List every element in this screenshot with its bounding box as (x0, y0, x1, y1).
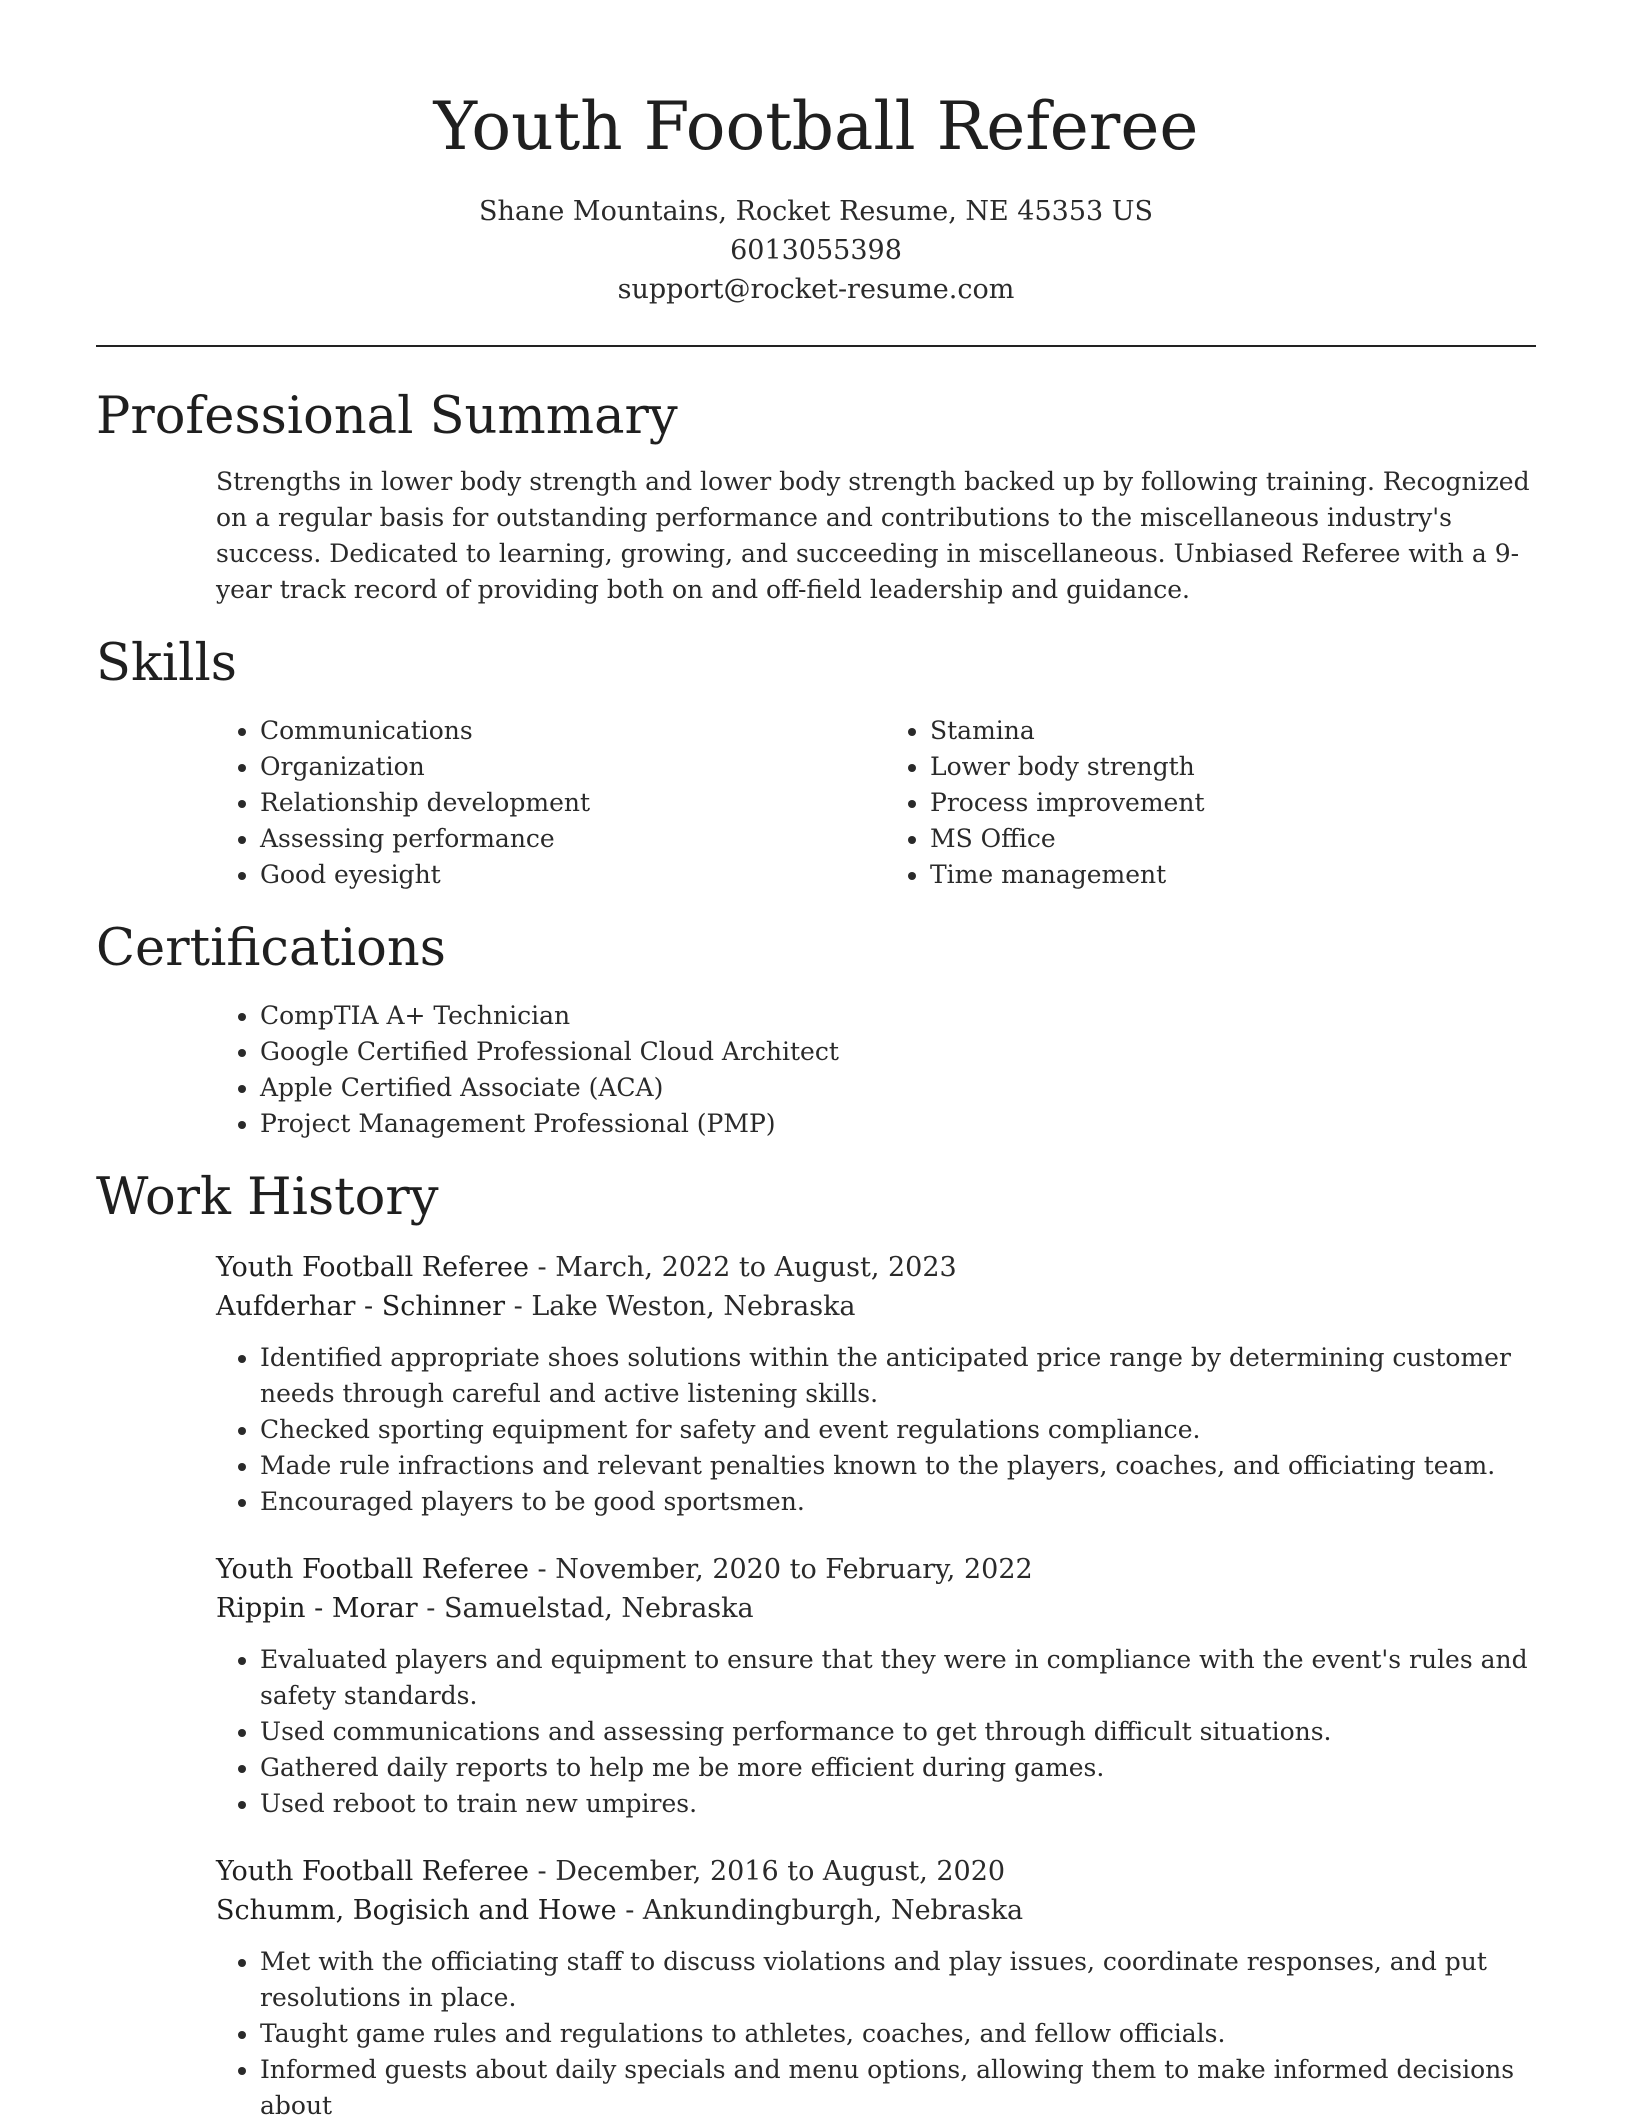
skills-heading: Skills (96, 634, 237, 693)
skills-column-1 (96, 713, 910, 893)
job-bullet: • Evaluated players and equipment to ensure that they were in compliance with the event's rules and safety standards. (260, 1642, 1536, 1714)
job-company: Schumm, Bogisich and Howe (216, 1895, 617, 1926)
header-divider (96, 345, 1536, 347)
certifications-heading: Certifications (96, 919, 446, 978)
job-company-line (216, 1589, 1536, 1628)
job-bullet: • Gathered daily reports to help me be more efficient during games. (260, 1750, 1536, 1786)
job-dates: - December, 2016 to August, 2020 (528, 1856, 1006, 1887)
skill-item: • Relationship development (260, 785, 910, 821)
job-company: Aufderhar - Schinner (216, 1291, 506, 1322)
job-entry (216, 1852, 1536, 2124)
certification-item: • Project Management Professional (PMP) (260, 1106, 1536, 1142)
skill-item: • Stamina (930, 713, 1430, 749)
job-location: - Ankundingburgh, Nebraska (616, 1895, 1024, 1926)
job-bullets (216, 1642, 1536, 1822)
job-title: Youth Football Referee (216, 1856, 529, 1887)
job-bullet: • Informed guests about daily specials and menu options, allowing them to make informed decisions about (260, 2052, 1536, 2124)
job-location: - Samuelstad, Nebraska (417, 1593, 754, 1624)
job-company-line (216, 1287, 1536, 1326)
work-history-section (96, 1166, 1536, 2124)
skill-item: • Communications (260, 713, 910, 749)
skill-item: • Time management (930, 857, 1430, 893)
resume-header (96, 0, 1536, 309)
job-bullet: • Taught game rules and regulations to athletes, coaches, and fellow officials. (260, 2016, 1536, 2052)
job-company-line (216, 1891, 1536, 1930)
job-bullet: • Identified appropriate shoes solutions within the anticipated price range by determining customer needs through careful and active listening skills. (260, 1340, 1536, 1412)
skill-item: • Organization (260, 749, 910, 785)
job-entry (216, 1550, 1536, 1822)
skill-item: • Process improvement (930, 785, 1430, 821)
job-bullet: • Encouraged players to be good sportsmen. (260, 1484, 1536, 1520)
skill-item: • Good eyesight (260, 857, 910, 893)
job-company: Rippin - Morar (216, 1593, 418, 1624)
job-bullet: • Used communications and assessing performance to get through difficult situations. (260, 1714, 1536, 1750)
contact-phone: 6013055398 (730, 235, 902, 266)
job-bullet: • Made rule infractions and relevant penalties known to the players, coaches, and officiating team. (260, 1448, 1536, 1484)
certifications-list (96, 998, 1536, 1142)
resume-page (96, 0, 1536, 2124)
job-title: Youth Football Referee (216, 1252, 529, 1283)
certification-item: • CompTIA A+ Technician (260, 998, 1536, 1034)
job-bullet: • Used reboot to train new umpires. (260, 1786, 1536, 1822)
job-entry (216, 1248, 1536, 1520)
job-title-line (216, 1550, 1536, 1589)
summary-heading: Professional Summary (96, 387, 678, 446)
certification-item: • Apple Certified Associate (ACA) (260, 1070, 1536, 1106)
skill-item: • Lower body strength (930, 749, 1430, 785)
job-title-line (216, 1248, 1536, 1287)
job-dates: - November, 2020 to February, 2022 (528, 1554, 1033, 1585)
certifications-section (96, 917, 1536, 1142)
job-bullet: • Checked sporting equipment for safety and event regulations compliance. (260, 1412, 1536, 1448)
job-bullets (216, 1340, 1536, 1520)
job-location: - Lake Weston, Nebraska (505, 1291, 856, 1322)
skill-item: • MS Office (930, 821, 1430, 857)
work-history-heading: Work History (96, 1168, 439, 1227)
job-bullet: • Met with the officiating staff to discuss violations and play issues, coordinate responses, and put resolutions in place. (260, 1944, 1536, 2016)
contact-email: support@rocket-resume.com (617, 274, 1015, 305)
job-dates: - March, 2022 to August, 2023 (528, 1252, 957, 1283)
job-title: Youth Football Referee (216, 1554, 529, 1585)
job-title-line (216, 1852, 1536, 1891)
summary-text: Strengths in lower body strength and lower body strength backed up by following training. Recognized on a regular basis for outstanding performance and contributions to the miscellaneous industry's success. Dedicated to learning, growing, and succeeding in miscellaneous. Unbiased Referee with a 9-year track record of providing both on and off-field leadership and guidance. (216, 467, 1530, 604)
certification-item: • Google Certified Professional Cloud Architect (260, 1034, 1536, 1070)
skills-grid (96, 713, 1536, 893)
job-bullets (216, 1944, 1536, 2124)
skills-column-2 (910, 713, 1430, 893)
summary-section (96, 385, 1536, 608)
skills-section (96, 632, 1536, 893)
contact-block (96, 192, 1536, 309)
contact-address: Shane Mountains, Rocket Resume, NE 45353 US (478, 196, 1154, 227)
skill-item: • Assessing performance (260, 821, 910, 857)
candidate-name: Youth Football Referee (433, 88, 1199, 165)
